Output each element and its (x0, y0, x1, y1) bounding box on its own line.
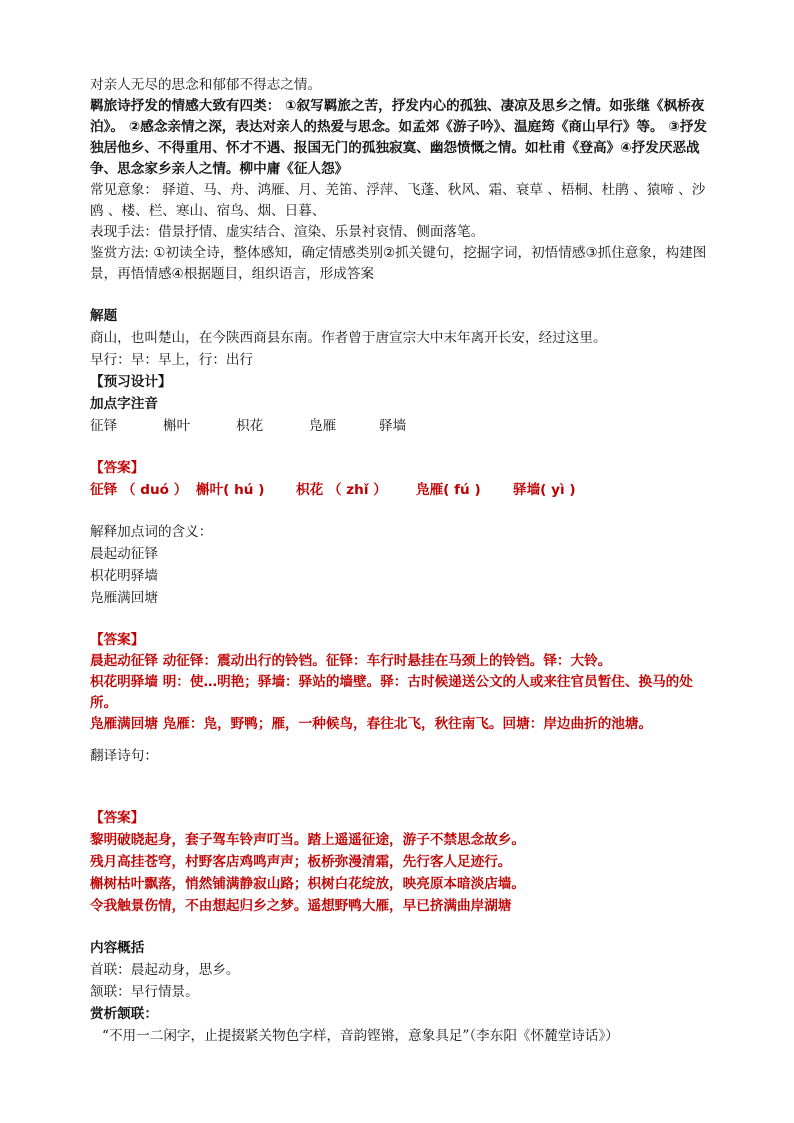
preview-word: 凫雁 (309, 418, 337, 434)
translation-line: 槲树枯叶飘落，悄然铺满静寂山路；枳树白花绽放，映亮原本暗淡店墙。 (90, 876, 525, 892)
explain-answer: 枳花明驿墙 明：使…明艳；驿墙：驿站的墙壁。驿：古时候递送公文的人或来往官员暂住、换马的处所。 (90, 674, 693, 711)
explain-line: 晨起动征铎 (90, 546, 158, 562)
jieti-line-2: 早行：早：早上，行：出行 (90, 352, 254, 368)
preview-word: 驿墙 (379, 418, 407, 434)
explain-heading: 解释加点词的含义： (90, 524, 213, 540)
pinyin-answer: 凫雁( fú ) (416, 482, 481, 498)
intro-line: 对亲人无尽的思念和郁郁不得志之情。 (90, 77, 322, 93)
preview-word-row (90, 415, 715, 437)
pinyin-answer: 槲叶( hú ) (196, 482, 265, 498)
emotion-types-paragraph (90, 96, 715, 180)
answer-label: 【答案】 (90, 460, 145, 476)
imagery-paragraph: 常见意象： 驿道、马、舟、鸿雁、月、羌笛、浮萍、飞蓬、秋风、霜、衰草 、梧桐、杜鹃 、猿啼 、沙鸥 、楼、栏、寒山、宿鸟、烟、日暮、 (90, 182, 706, 219)
explain-line: 凫雁满回塘 (90, 590, 158, 606)
summary-line: 首联：晨起动身，思乡。 (90, 962, 240, 978)
technique-line: 表现手法：借景抒情、虚实结合、渲染、乐景衬哀情、侧面落笔。 (90, 224, 485, 240)
translate-heading: 翻译诗句： (90, 748, 158, 764)
preview-heading: 【预习设计】 (90, 374, 172, 390)
method-paragraph: 鉴赏方法: ①初读全诗，整体感知，确定情感类别②抓关键句，挖掘字词，初悟情感③抓住意象，构建图景，再悟情感④根据题目，组织语言，形成答案 (90, 245, 707, 282)
translation-line: 黎明破晓起身，套子驾车铃声叮当。踏上遥遥征途，游子不禁思念故乡。 (90, 832, 525, 848)
preview-word: 枳花 (236, 418, 264, 434)
preview-word: 槲叶 (163, 418, 191, 434)
pinyin-answer-row (90, 479, 715, 501)
explain-answer: 凫雁满回塘 凫雁：凫，野鸭；雁，一种候鸟，春往北飞，秋往南飞。回塘：岸边曲折的池塘。 (90, 716, 653, 732)
pinyin-answer: 征铎 （ duó ） (90, 482, 188, 498)
jieti-heading: 解题 (90, 308, 118, 324)
explain-line: 枳花明驿墙 (90, 568, 158, 584)
answer-label: 【答案】 (90, 632, 145, 648)
preview-word: 征铎 (90, 418, 118, 434)
answer-label: 【答案】 (90, 810, 145, 826)
translation-line: 令我触景伤情，不由想起归乡之梦。遥想野鸭大雁，早已挤满曲岸湖塘 (90, 898, 512, 914)
analysis-quote: “不用一二闲字，止提掇紧关物色字样，音韵铿锵，意象具足”（李东阳《怀麓堂诗话》） (102, 1028, 619, 1044)
document-page (90, 74, 715, 1047)
analysis-heading: 赏析颔联： (90, 1006, 158, 1022)
jieti-line-1: 商山，也叫楚山，在今陕西商县东南。作者曾于唐宣宗大中末年离开长安，经过这里。 (90, 330, 607, 346)
pinyin-answer: 枳花 （ zhǐ ） (296, 482, 387, 498)
translation-line: 残月高挂苍穹，村野客店鸡鸣声声；板桥弥漫清霜，先行客人足迹行。 (90, 854, 512, 870)
explain-answer: 晨起动征铎 动征铎：震动出行的铃铛。征铎：车行时悬挂在马颈上的铃铛。铎：大铃。 (90, 653, 612, 669)
preview-subheading: 加点字注音 (90, 396, 158, 412)
emotion-types-text: 羁旅诗抒发的情感大致有四类： ①叙写羁旅之苦，抒发内心的孤独、凄凉及思乡之情。如张继《枫桥夜泊》。 ②感念亲情之深，表达对亲人的热爱与思念。如孟郊《游子吟》、温庭筠《商山早行》等。 ③抒发独居他乡、不得重用、怀才不遇、报国无门的孤独寂寞、幽怨愤慨之情。如杜甫《登高》④抒发厌恶战争、思念家乡亲人之情。柳中庸《征人怨》 (90, 98, 708, 177)
summary-line: 颔联：早行情景。 (90, 984, 199, 1000)
pinyin-answer: 驿墙( yì ) (513, 482, 576, 498)
summary-heading: 内容概括 (90, 940, 145, 956)
